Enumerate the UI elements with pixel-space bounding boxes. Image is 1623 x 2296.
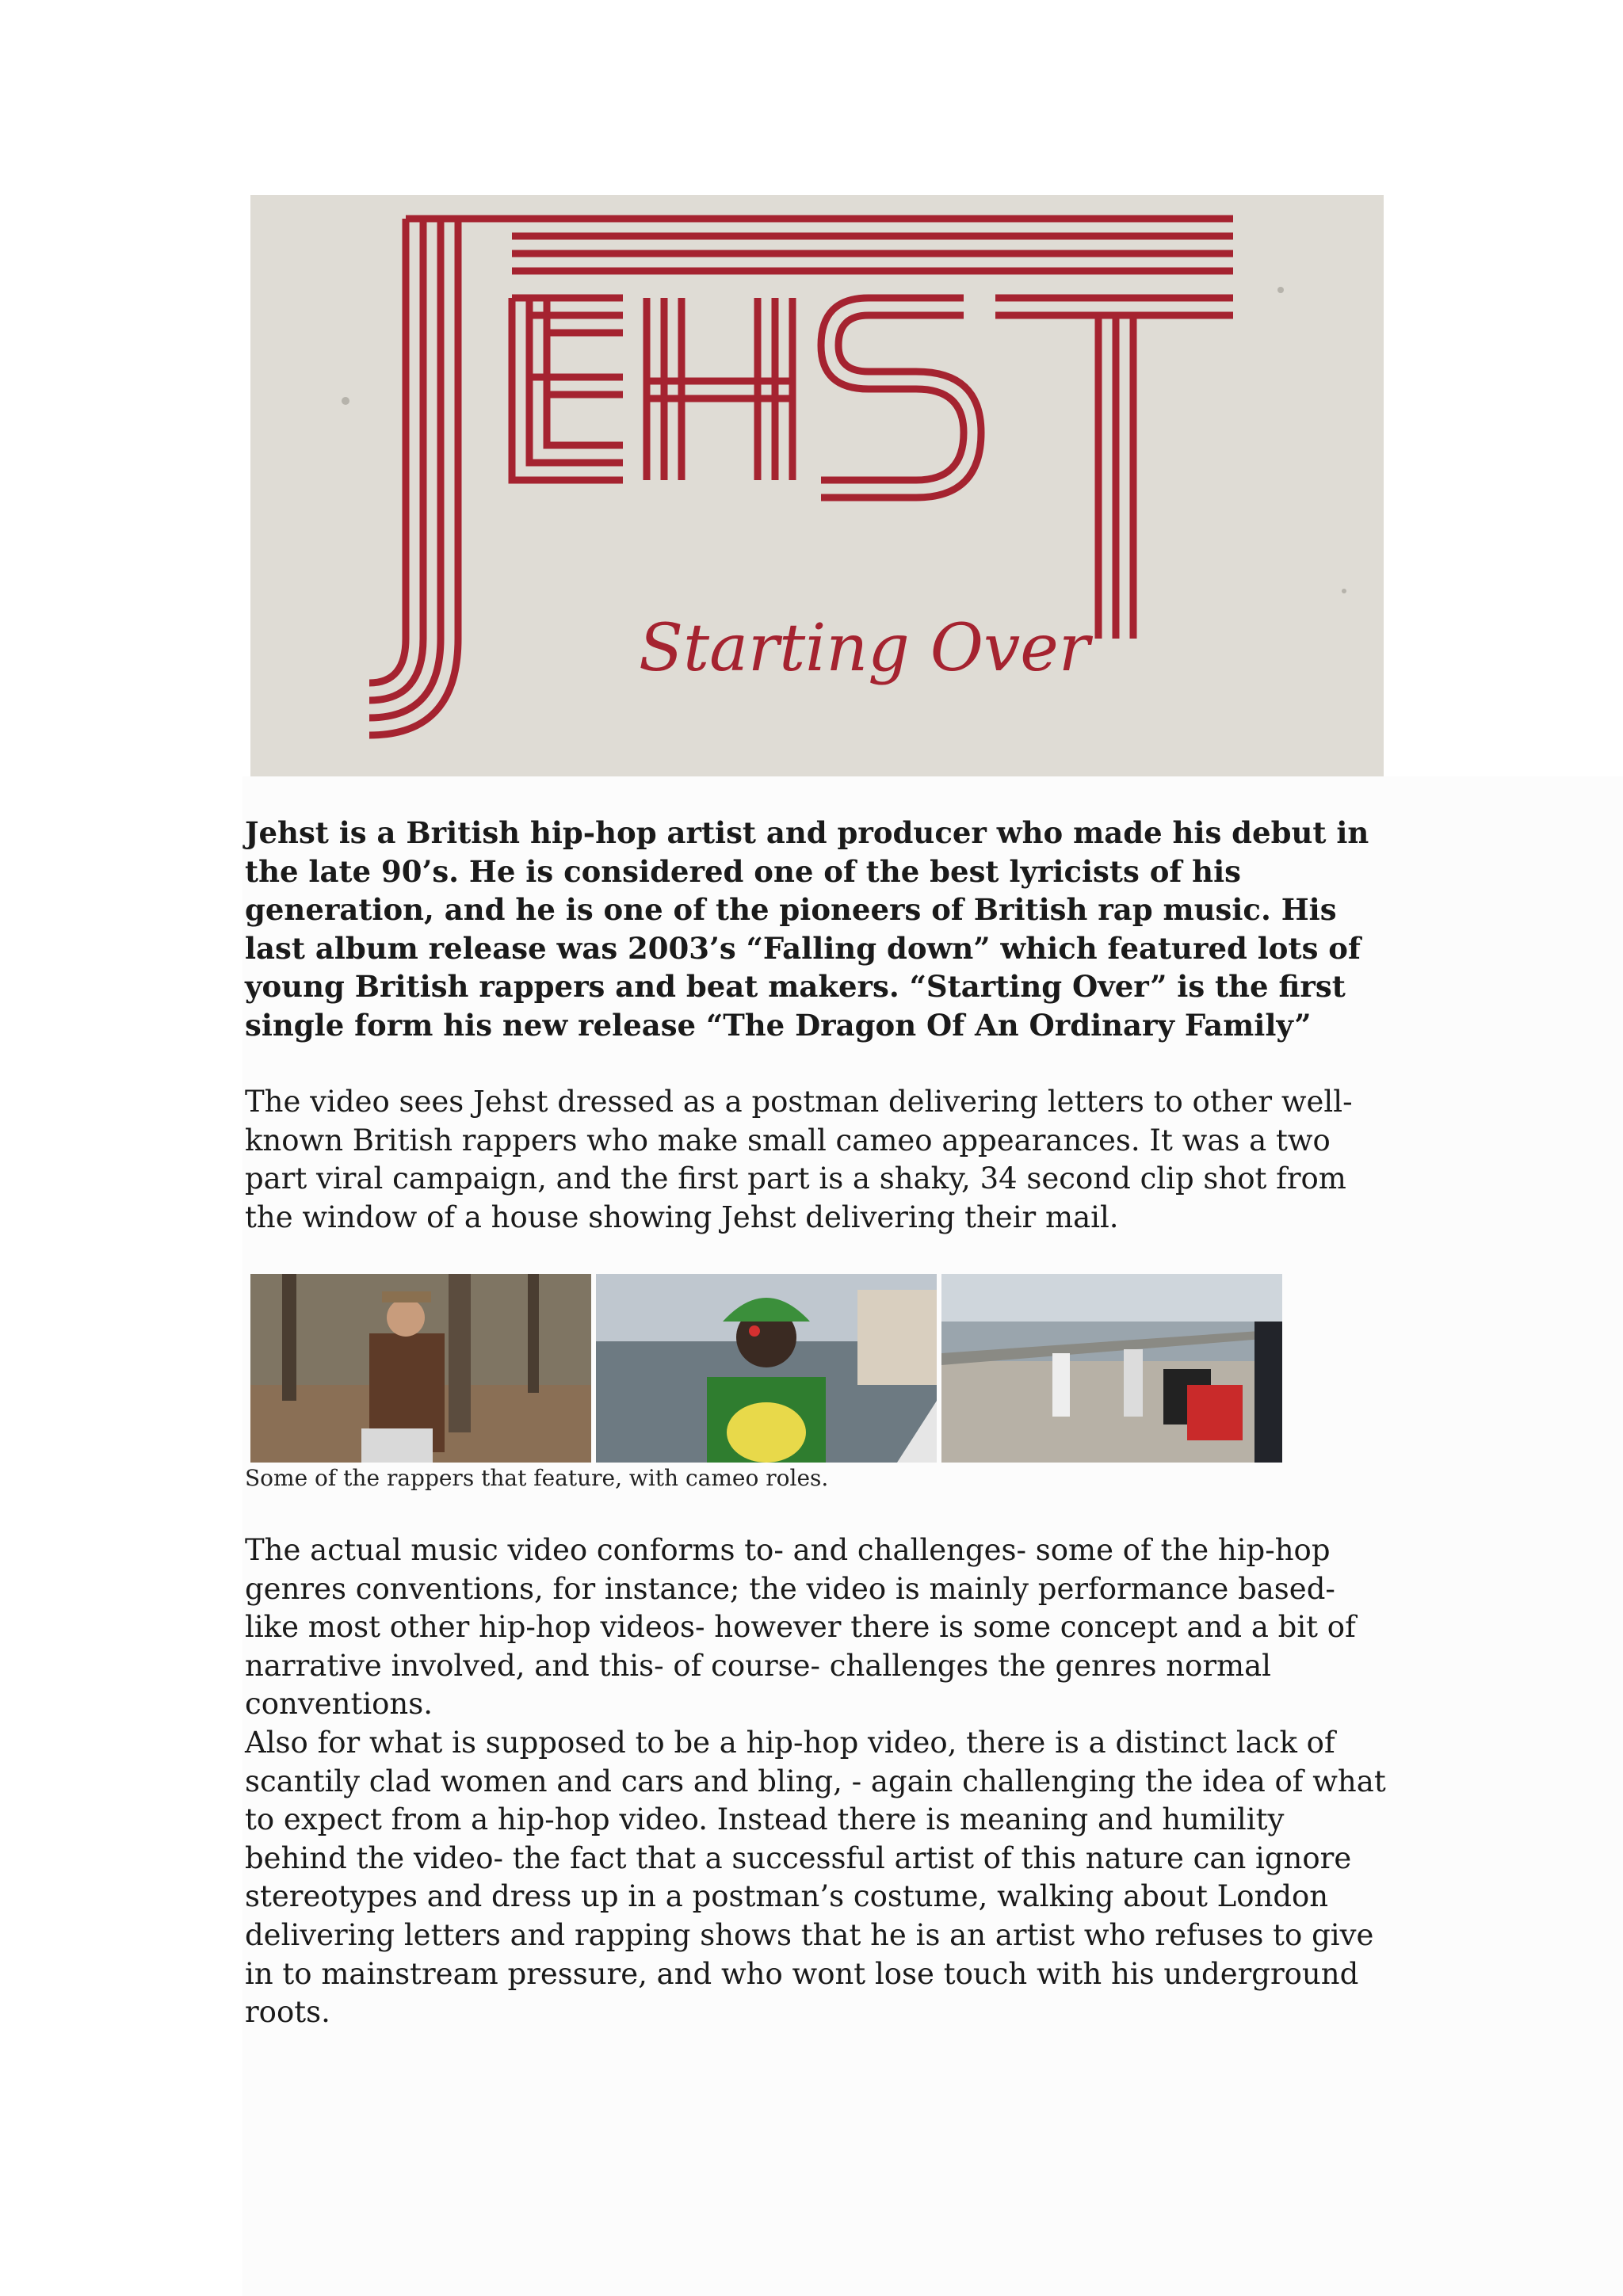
music-paragraph-line-2: Also for what is supposed to be a hip-hop video, there is a distinct lack of scantily clad women and cars and bling, - again challenging the idea of what to expect from a hip-hop video. Instead there is meaning and humility behind the video- the fact that a successful artist of this nature can ignore stereotypes and dress up in a postman’s costume, walking about London delivering letters and rapping shows that he is an artist who refuses to give in to mainstream pressure, and who wont lose touch with his underground roots. (245, 1725, 1386, 2030)
still-rapper-dinosaur (596, 1274, 937, 1463)
album-cover-image (250, 195, 1384, 776)
music-paragraph-line-1: The actual music video conforms to- and challenges- some of the hip-hop genres conventions, for instance; the video is mainly performance based- like most other hip-hop videos- however there is some concept and a bit of narrative involved, and this- of course- challenges the genres normal conventions. (245, 1533, 1356, 1722)
video-paragraph: The video sees Jehst dressed as a postman delivering letters to other well-known British rappers who make small cameo appearances. It was a two part viral campaign, and the first part is a shaky, 34 second clip shot from the window of a house showing Jehst delivering their mail. (245, 1085, 1353, 1234)
still-rapper-woods (250, 1274, 591, 1463)
video-stills (250, 1274, 1281, 1463)
still-embankment (941, 1274, 1282, 1463)
handwritten-title: Starting Over (639, 611, 1090, 686)
intro-paragraph: Jehst is a British hip-hop artist and producer who made his debut in the late 90’s. He is considered one of the best lyricists of his generation, and he is one of the pioneers of British rap music. His last album release was 2003’s “Falling down” which featured lots of young British rappers and beat makers. “Starting Over” is the first single form his new release “The Dragon Of An Ordinary Family” (245, 815, 1369, 1043)
music-paragraph (245, 1531, 1386, 2032)
stills-caption: Some of the rappers that feature, with cameo roles. (245, 1465, 829, 1491)
